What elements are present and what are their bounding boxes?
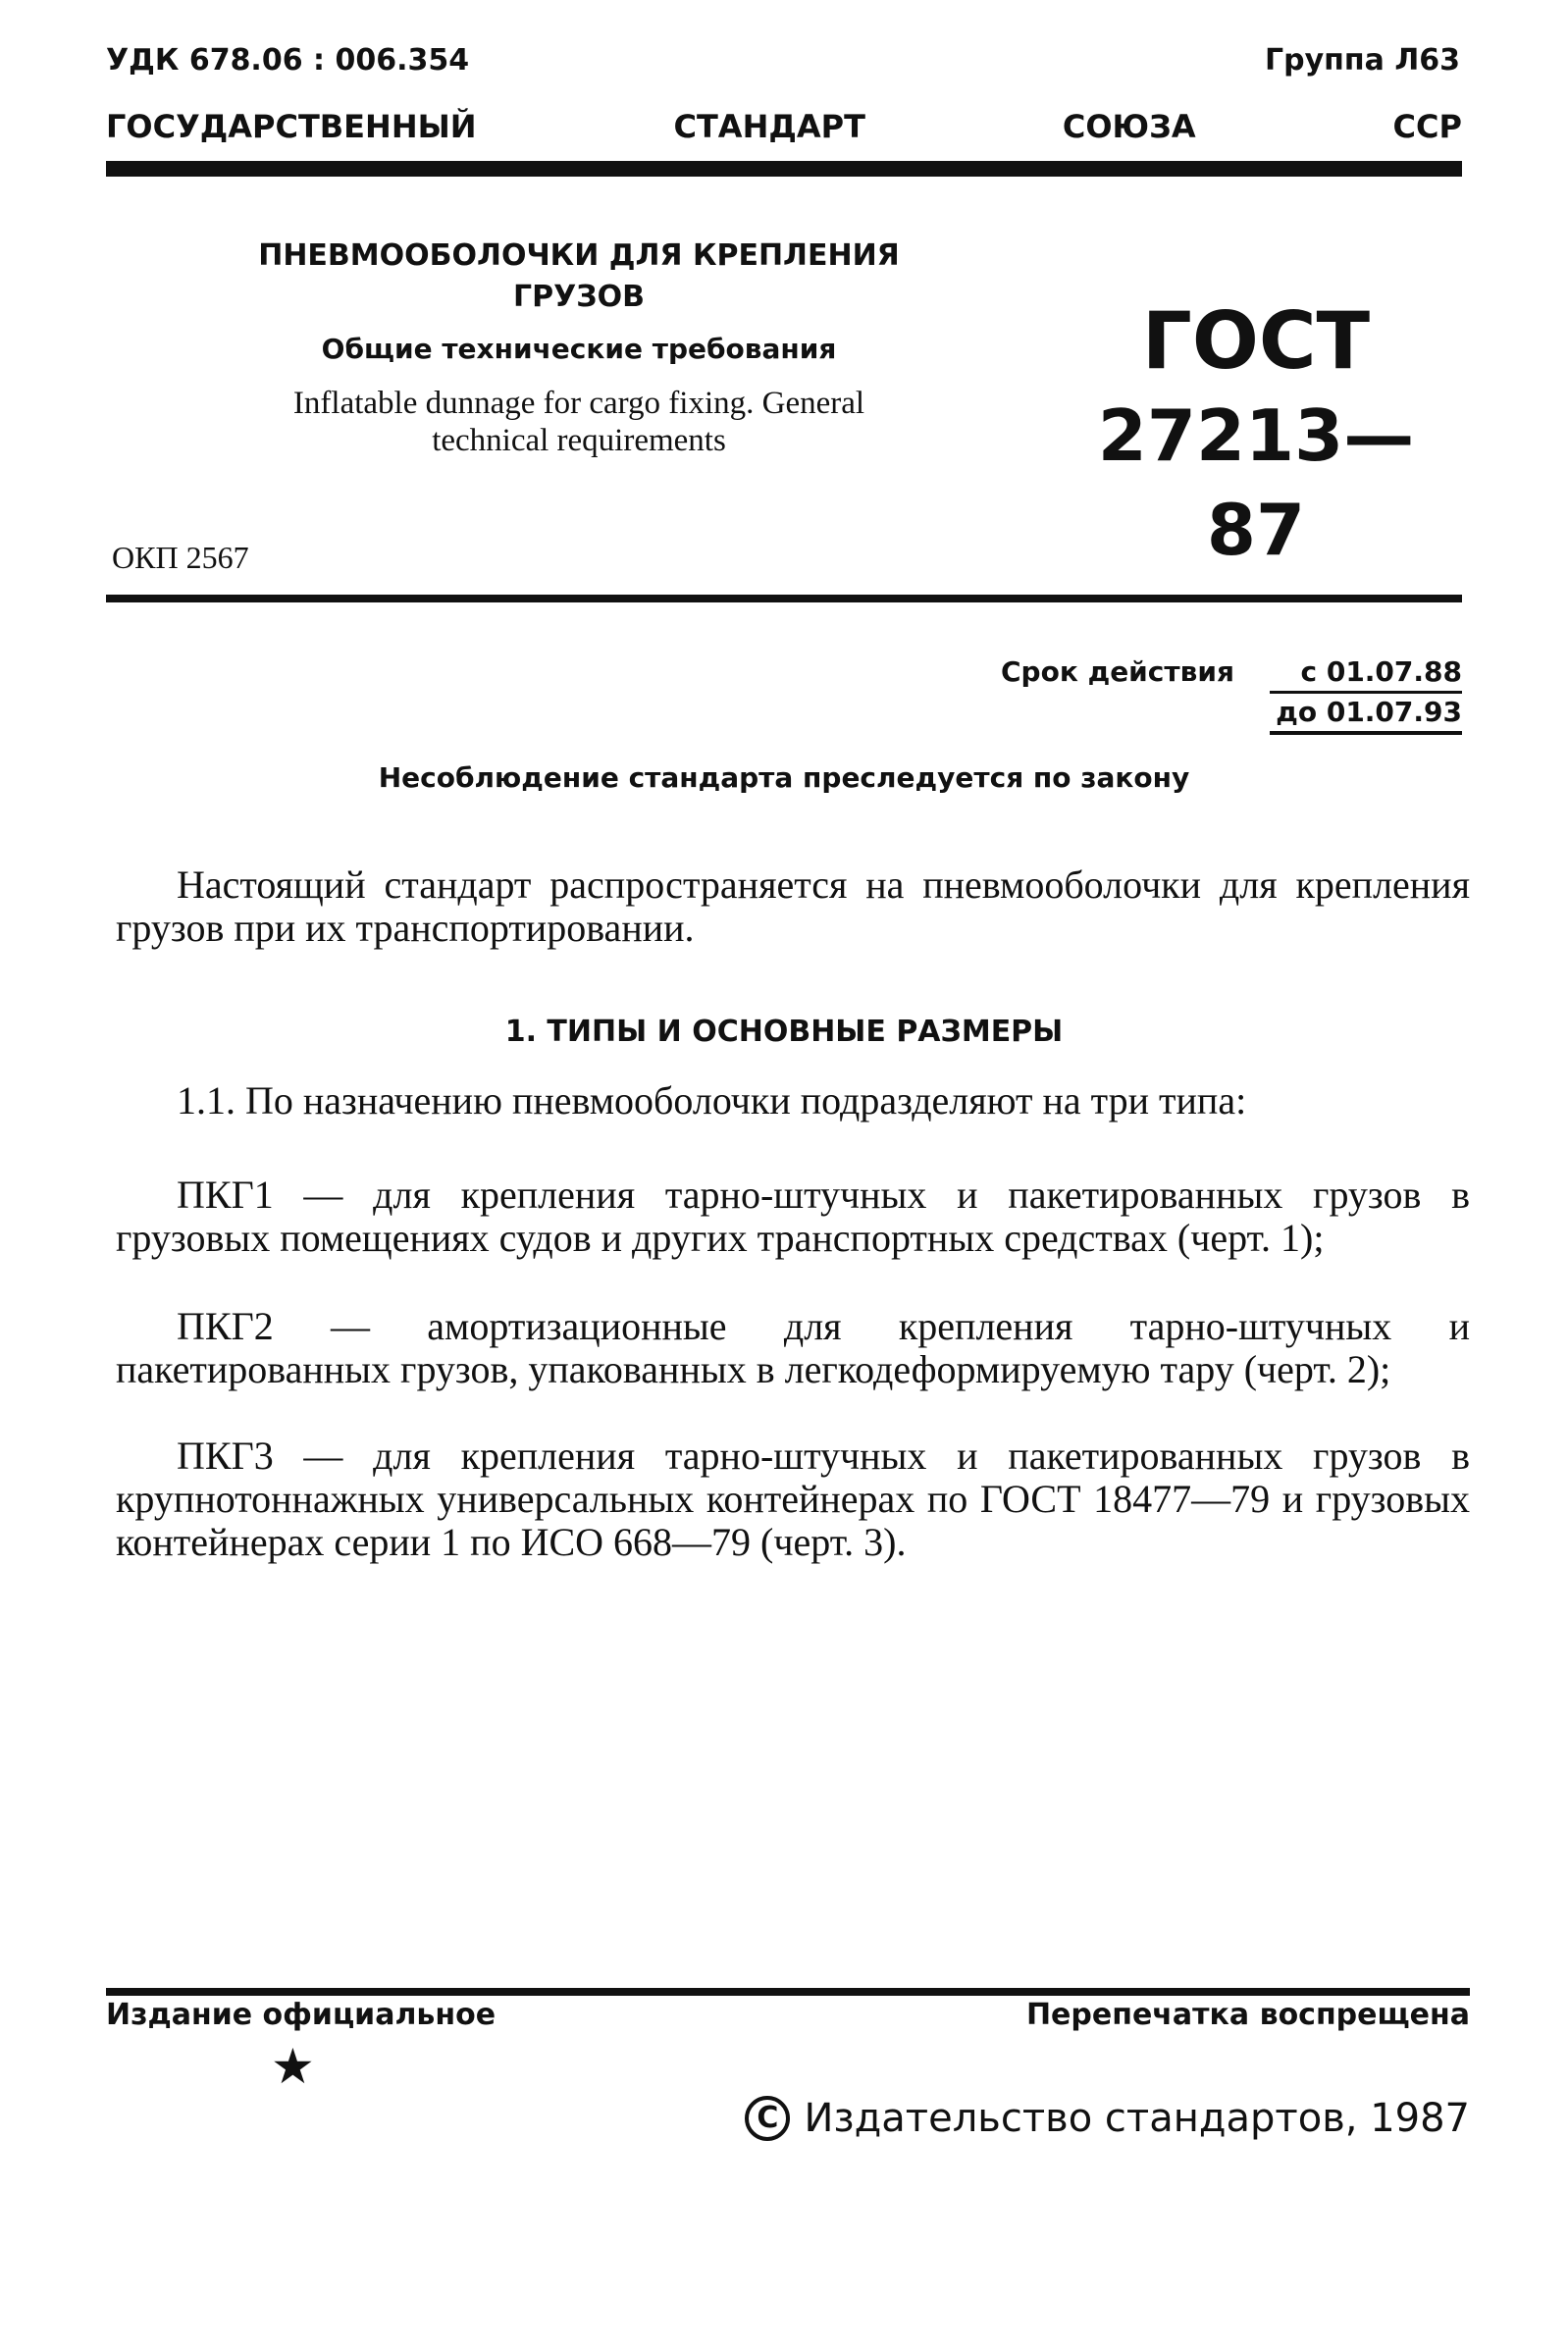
gost-label: ГОСТ xyxy=(1141,295,1371,387)
top-rule xyxy=(106,161,1462,177)
legal-warning: Несоблюдение стандарта преследуется по закону xyxy=(378,761,1190,794)
star-icon: ★ xyxy=(271,2039,315,2094)
banner-word: ГОСУДАРСТВЕННЫЙ xyxy=(106,108,477,145)
validity-to: до 01.07.93 xyxy=(1270,694,1462,735)
title-en-line: Inflatable dunnage for cargo fixing. General xyxy=(292,386,865,421)
state-standard-banner xyxy=(106,108,1462,145)
document-title-en xyxy=(147,385,1011,459)
intro-paragraph: Настоящий стандарт распространяется на пневмооболочки для крепления грузов при их транспортировании. xyxy=(116,862,1470,950)
gost-number: 27213—87 xyxy=(1097,394,1415,571)
gost-designation xyxy=(1060,294,1452,577)
group-code: Группа Л63 xyxy=(1265,43,1460,78)
title-en-line: technical requirements xyxy=(432,423,726,458)
copyright-icon: C xyxy=(745,2096,790,2141)
type-pkg3-paragraph: ПКГ3 — для крепления тарно-штучных и пакетированных грузов в крупнотоннажных универсальных контейнерах по ГОСТ 18477—79 и грузовых контейнерах серии 1 по ИСО 668—79 (черт. 3). xyxy=(116,1434,1470,1564)
udk-code: УДК 678.06 : 006.354 xyxy=(106,43,470,78)
document-title-ru xyxy=(147,235,1011,318)
banner-word: СТАНДАРТ xyxy=(673,108,865,145)
validity-dates xyxy=(1270,653,1462,735)
title-line: ПНЕВМООБОЛОЧКИ ДЛЯ КРЕПЛЕНИЯ xyxy=(258,238,900,273)
type-pkg1-paragraph: ПКГ1 — для крепления тарно-штучных и пакетированных грузов в грузовых помещениях судов и других транспортных средствах (черт. 1); xyxy=(116,1173,1470,1260)
banner-word: СОЮЗА xyxy=(1062,108,1196,145)
title-block xyxy=(147,235,1011,459)
okp-code: ОКП 2567 xyxy=(112,540,249,575)
official-edition-label: Издание официальное xyxy=(106,1998,497,2032)
clause-1-1: 1.1. По назначению пневмооболочки подразделяют на три типа: xyxy=(177,1078,1247,1122)
middle-rule xyxy=(106,595,1462,602)
validity-label: Срок действия xyxy=(1001,655,1234,688)
publisher-name: Издательство стандартов, 1987 xyxy=(804,2096,1470,2141)
publisher-line xyxy=(745,2096,1470,2141)
title-line: ГРУЗОВ xyxy=(513,280,645,314)
document-subtitle-ru: Общие технические требования xyxy=(321,333,837,365)
section-heading: 1. ТИПЫ И ОСНОВНЫЕ РАЗМЕРЫ xyxy=(504,1015,1064,1049)
banner-word: ССР xyxy=(1392,108,1462,145)
reprint-prohibited-label: Перепечатка воспрещена xyxy=(1025,1998,1470,2032)
bottom-rule xyxy=(106,1988,1470,1996)
type-pkg2-paragraph: ПКГ2 — амортизационные для крепления тарно-штучных и пакетированных грузов, упакованных в легкодеформируемую тару (черт. 2); xyxy=(116,1304,1470,1391)
validity-from: с 01.07.88 xyxy=(1270,653,1462,694)
